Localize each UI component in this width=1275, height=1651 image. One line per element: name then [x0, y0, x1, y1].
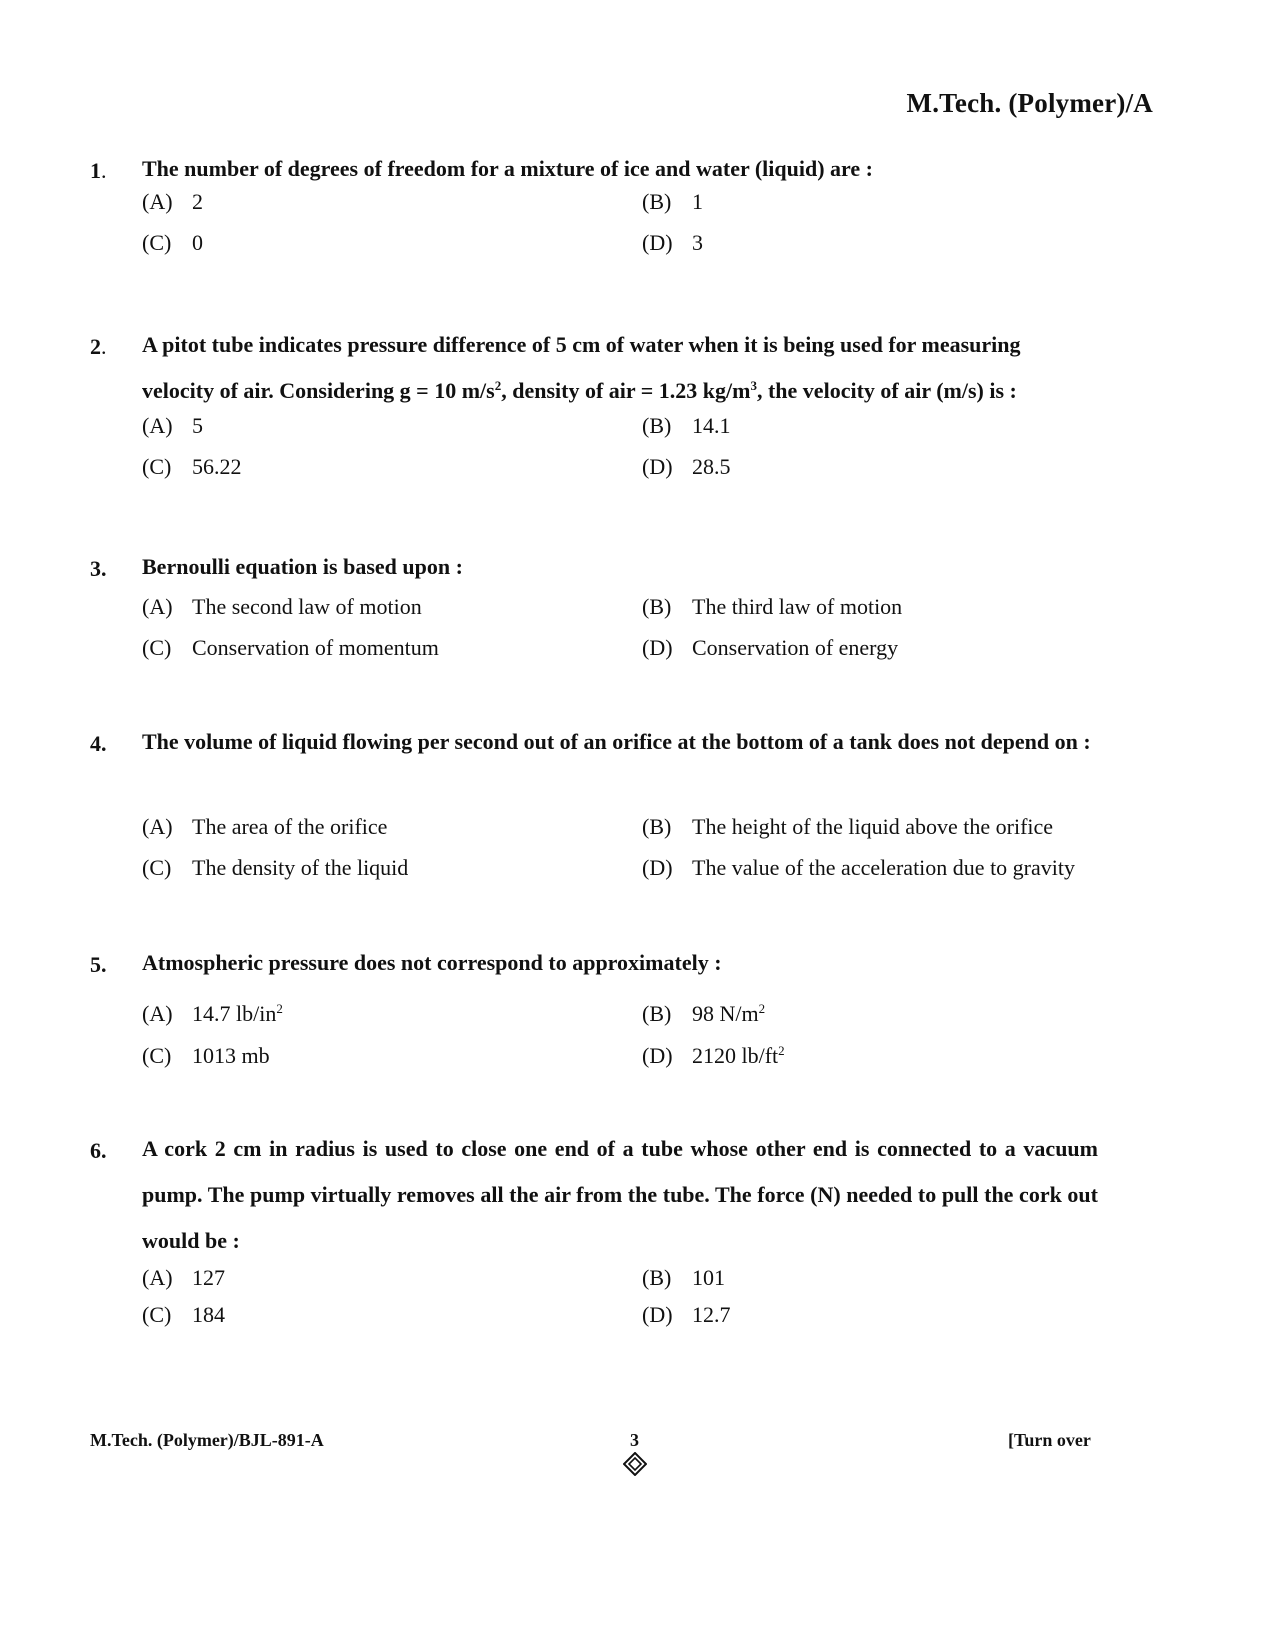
- option-c: (C) 0: [142, 230, 203, 255]
- option-d: (D) The value of the acceleration due to gravity: [642, 855, 1075, 880]
- option-a: (A) The second law of motion: [142, 594, 422, 619]
- question-text: The number of degrees of freedom for a mixture of ice and water (liquid) are :: [142, 156, 873, 181]
- option-c: (C) 1013 mb: [142, 1043, 270, 1068]
- option-b: (B) 98 $N/m^2$: [642, 1001, 766, 1026]
- option-a: (A) 14.7 $lb/in^2$: [142, 1001, 283, 1026]
- option-b: (B) 1: [642, 189, 703, 214]
- turn-over-note: [Turn over: [1008, 1430, 1091, 1450]
- option-b: (B) 101: [642, 1265, 725, 1290]
- question-text: The volume of liquid flowing per second out of an orifice at the bottom of a tank does not depend on :: [142, 729, 1091, 754]
- footer-paper-code: M.Tech. (Polymer)/BJL-891-A: [90, 1430, 324, 1450]
- option-c: (C) 184: [142, 1302, 225, 1327]
- question-number: 2.: [90, 334, 107, 359]
- question-number: 3.: [90, 556, 107, 581]
- option-b: (B) The third law of motion: [642, 594, 903, 619]
- option-a: (A) 5: [142, 413, 203, 438]
- question-text-line: A pitot tube indicates pressure difference of 5 cm of water when it is being used for measuring: [142, 332, 1021, 357]
- question-text-line: velocity of air. Considering g = 10 $m/s^2$, density of air = 1.23 $kg/m^3$, the velocity of air (m/s) is :: [142, 378, 1017, 403]
- option-d: (D) Conservation of energy: [642, 635, 899, 660]
- option-a: (A) 127: [142, 1265, 225, 1290]
- option-c: (C) Conservation of momentum: [142, 635, 439, 660]
- page-number: 3: [630, 1430, 639, 1450]
- option-c: (C) 56.22: [142, 454, 242, 479]
- option-d: (D) 3: [642, 230, 703, 255]
- option-b: (B) The height of the liquid above the orifice: [642, 814, 1054, 839]
- option-a: (A) The area of the orifice: [142, 814, 388, 839]
- question-text: [142, 322, 1098, 414]
- question-text: A cork 2 cm in radius is used to close one end of a tube whose other end is connected to a vacuum pump. The pump virtually removes all the air from the tube. The force (N) needed to pull the cork out would be :: [142, 1136, 1098, 1253]
- diamond-icon: [623, 1452, 647, 1476]
- question-text: Atmospheric pressure does not correspond to approximately :: [142, 950, 722, 975]
- option-d: (D) 12.7: [642, 1302, 731, 1327]
- option-b: (B) 14.1: [642, 413, 731, 438]
- option-c: (C) The density of the liquid: [142, 855, 409, 880]
- question-text: Bernoulli equation is based upon :: [142, 554, 463, 579]
- option-a: (A) 2: [142, 189, 203, 214]
- question-number: 4.: [90, 731, 107, 756]
- question-number: 6.: [90, 1138, 107, 1163]
- option-d: (D) 2120 $lb/ft^2$: [642, 1043, 785, 1068]
- option-d: (D) 28.5: [642, 454, 731, 479]
- question-number: 5.: [90, 952, 107, 977]
- question-number: 1.: [90, 158, 107, 183]
- paper-code: M.Tech. (Polymer)/A: [906, 88, 1153, 118]
